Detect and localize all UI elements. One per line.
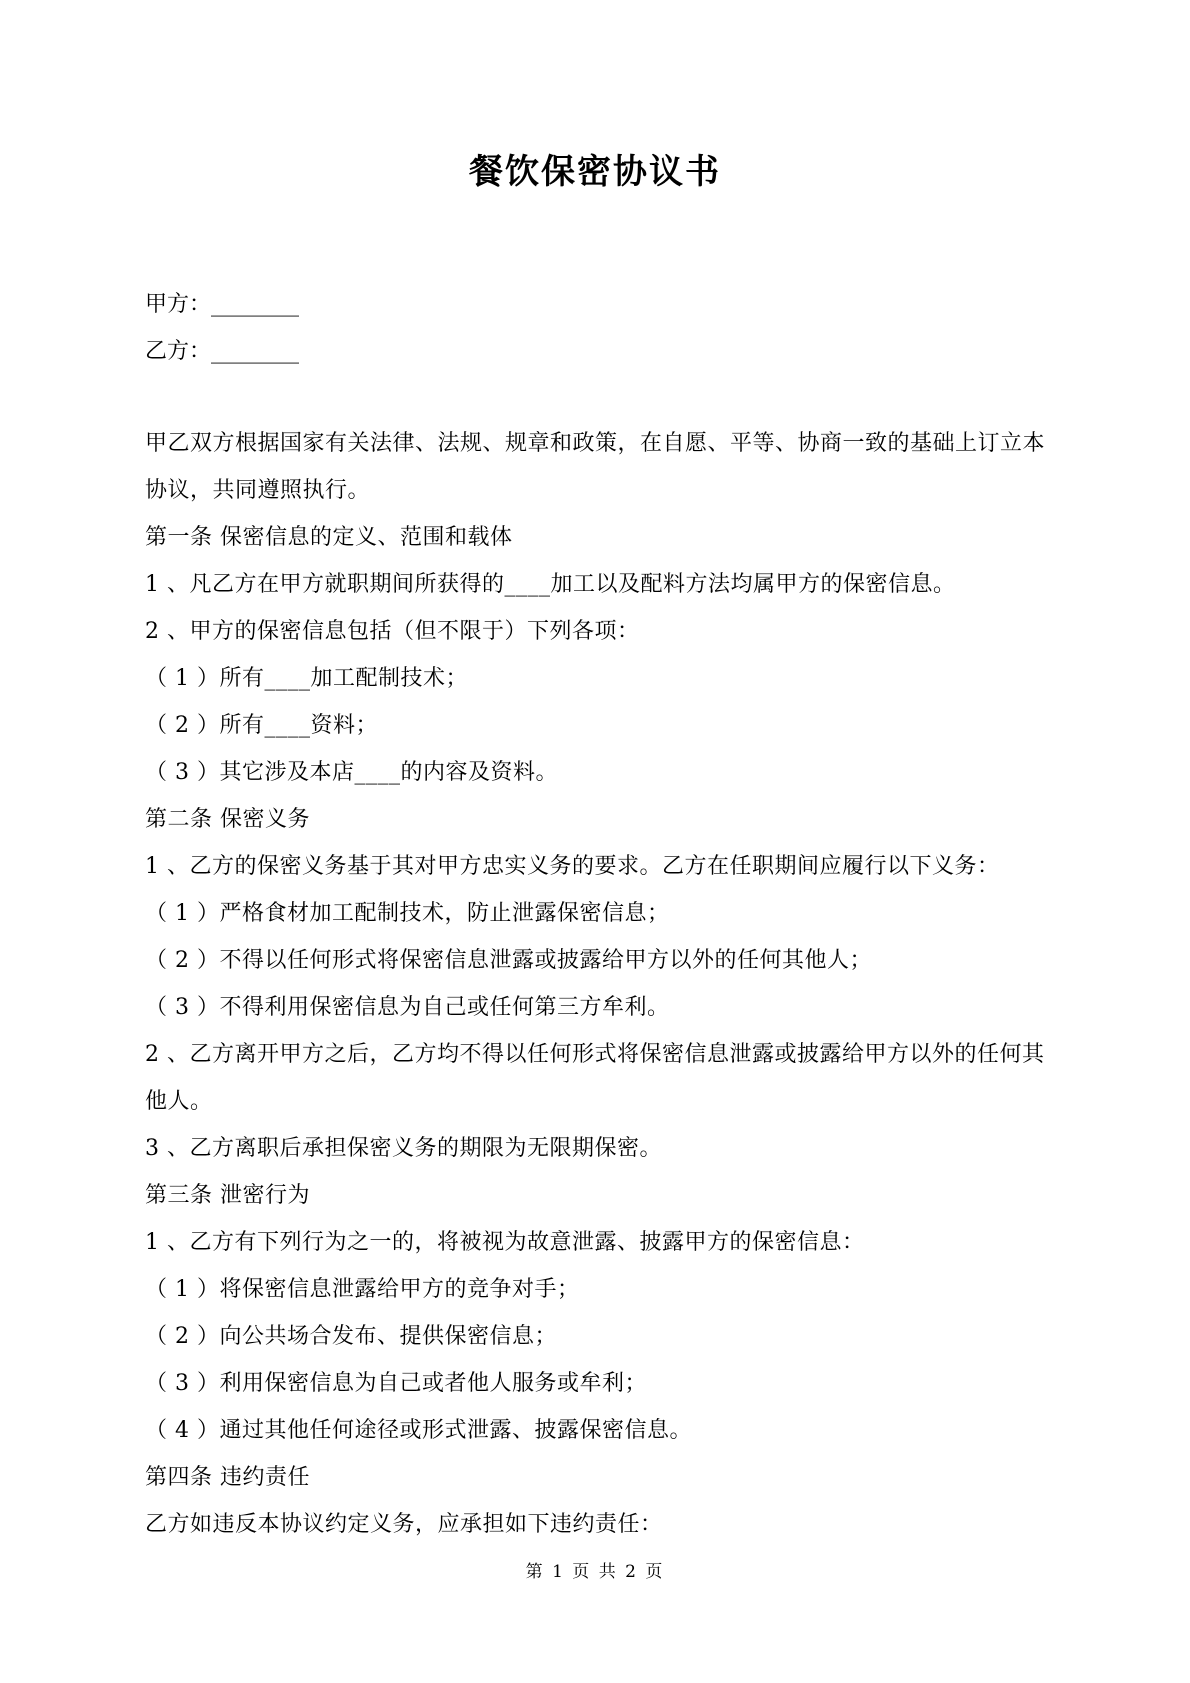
article-4-heading: 第四条 违约责任 — [145, 1465, 310, 1490]
article-3-item-1: （ 1 ）将保密信息泄露给甲方的竞争对手； — [145, 1277, 580, 1302]
article-1-item-3: （ 3 ）其它涉及本店____的内容及资料。 — [145, 760, 558, 785]
preamble-paragraph: 甲乙双方根据国家有关法律、法规、规章和政策，在自愿、平等、协商一致的基础上订立本协议，共同遵照执行。 — [145, 431, 1046, 503]
party-b-line: 乙方：________ — [145, 339, 300, 364]
article-1-item-2: （ 2 ）所有____资料； — [145, 713, 378, 738]
article-4-clause-intro: 乙方如违反本协议约定义务，应承担如下违约责任： — [145, 1512, 663, 1537]
article-2-item-2: （ 2 ）不得以任何形式将保密信息泄露或披露给甲方以外的任何其他人； — [145, 948, 872, 973]
article-2-item-1: （ 1 ）严格食材加工配制技术，防止泄露保密信息； — [145, 901, 670, 926]
article-3-clause-1: 1 、乙方有下列行为之一的，将被视为故意泄露、披露甲方的保密信息： — [145, 1230, 865, 1255]
article-1-clause-1: 1 、凡乙方在甲方就职期间所获得的____加工以及配料方法均属甲方的保密信息。 — [145, 572, 956, 597]
article-1-heading: 第一条 保密信息的定义、范围和载体 — [145, 525, 513, 550]
article-2-clause-3: 3 、乙方离职后承担保密义务的期限为无限期保密。 — [145, 1136, 662, 1161]
page-footer: 第 1 页 共 2 页 — [525, 1562, 665, 1582]
article-1-clause-2: 2 、甲方的保密信息包括（但不限于）下列各项： — [145, 619, 640, 644]
agreement-body — [145, 420, 1055, 1548]
article-3-heading: 第三条 泄密行为 — [145, 1183, 310, 1208]
article-3-item-2: （ 2 ）向公共场合发布、提供保密信息； — [145, 1324, 557, 1349]
party-a-line: 甲方：________ — [145, 292, 300, 317]
article-3-item-3: （ 3 ）利用保密信息为自己或者他人服务或牟利； — [145, 1371, 647, 1396]
article-2-heading: 第二条 保密义务 — [145, 807, 310, 832]
article-2-clause-1: 1 、乙方的保密义务基于其对甲方忠实义务的要求。乙方在任职期间应履行以下义务： — [145, 854, 1000, 879]
article-3-item-4: （ 4 ）通过其他任何途径或形式泄露、披露保密信息。 — [145, 1418, 692, 1443]
document-title: 餐饮保密协议书 — [469, 152, 721, 192]
article-2-clause-2: 2 、乙方离开甲方之后，乙方均不得以任何形式将保密信息泄露或披露给甲方以外的任何其他人。 — [145, 1042, 1045, 1114]
article-2-item-3: （ 3 ）不得利用保密信息为自己或任何第三方牟利。 — [145, 995, 670, 1020]
parties-block — [145, 281, 1065, 375]
article-1-item-1: （ 1 ）所有____加工配制技术； — [145, 666, 468, 691]
